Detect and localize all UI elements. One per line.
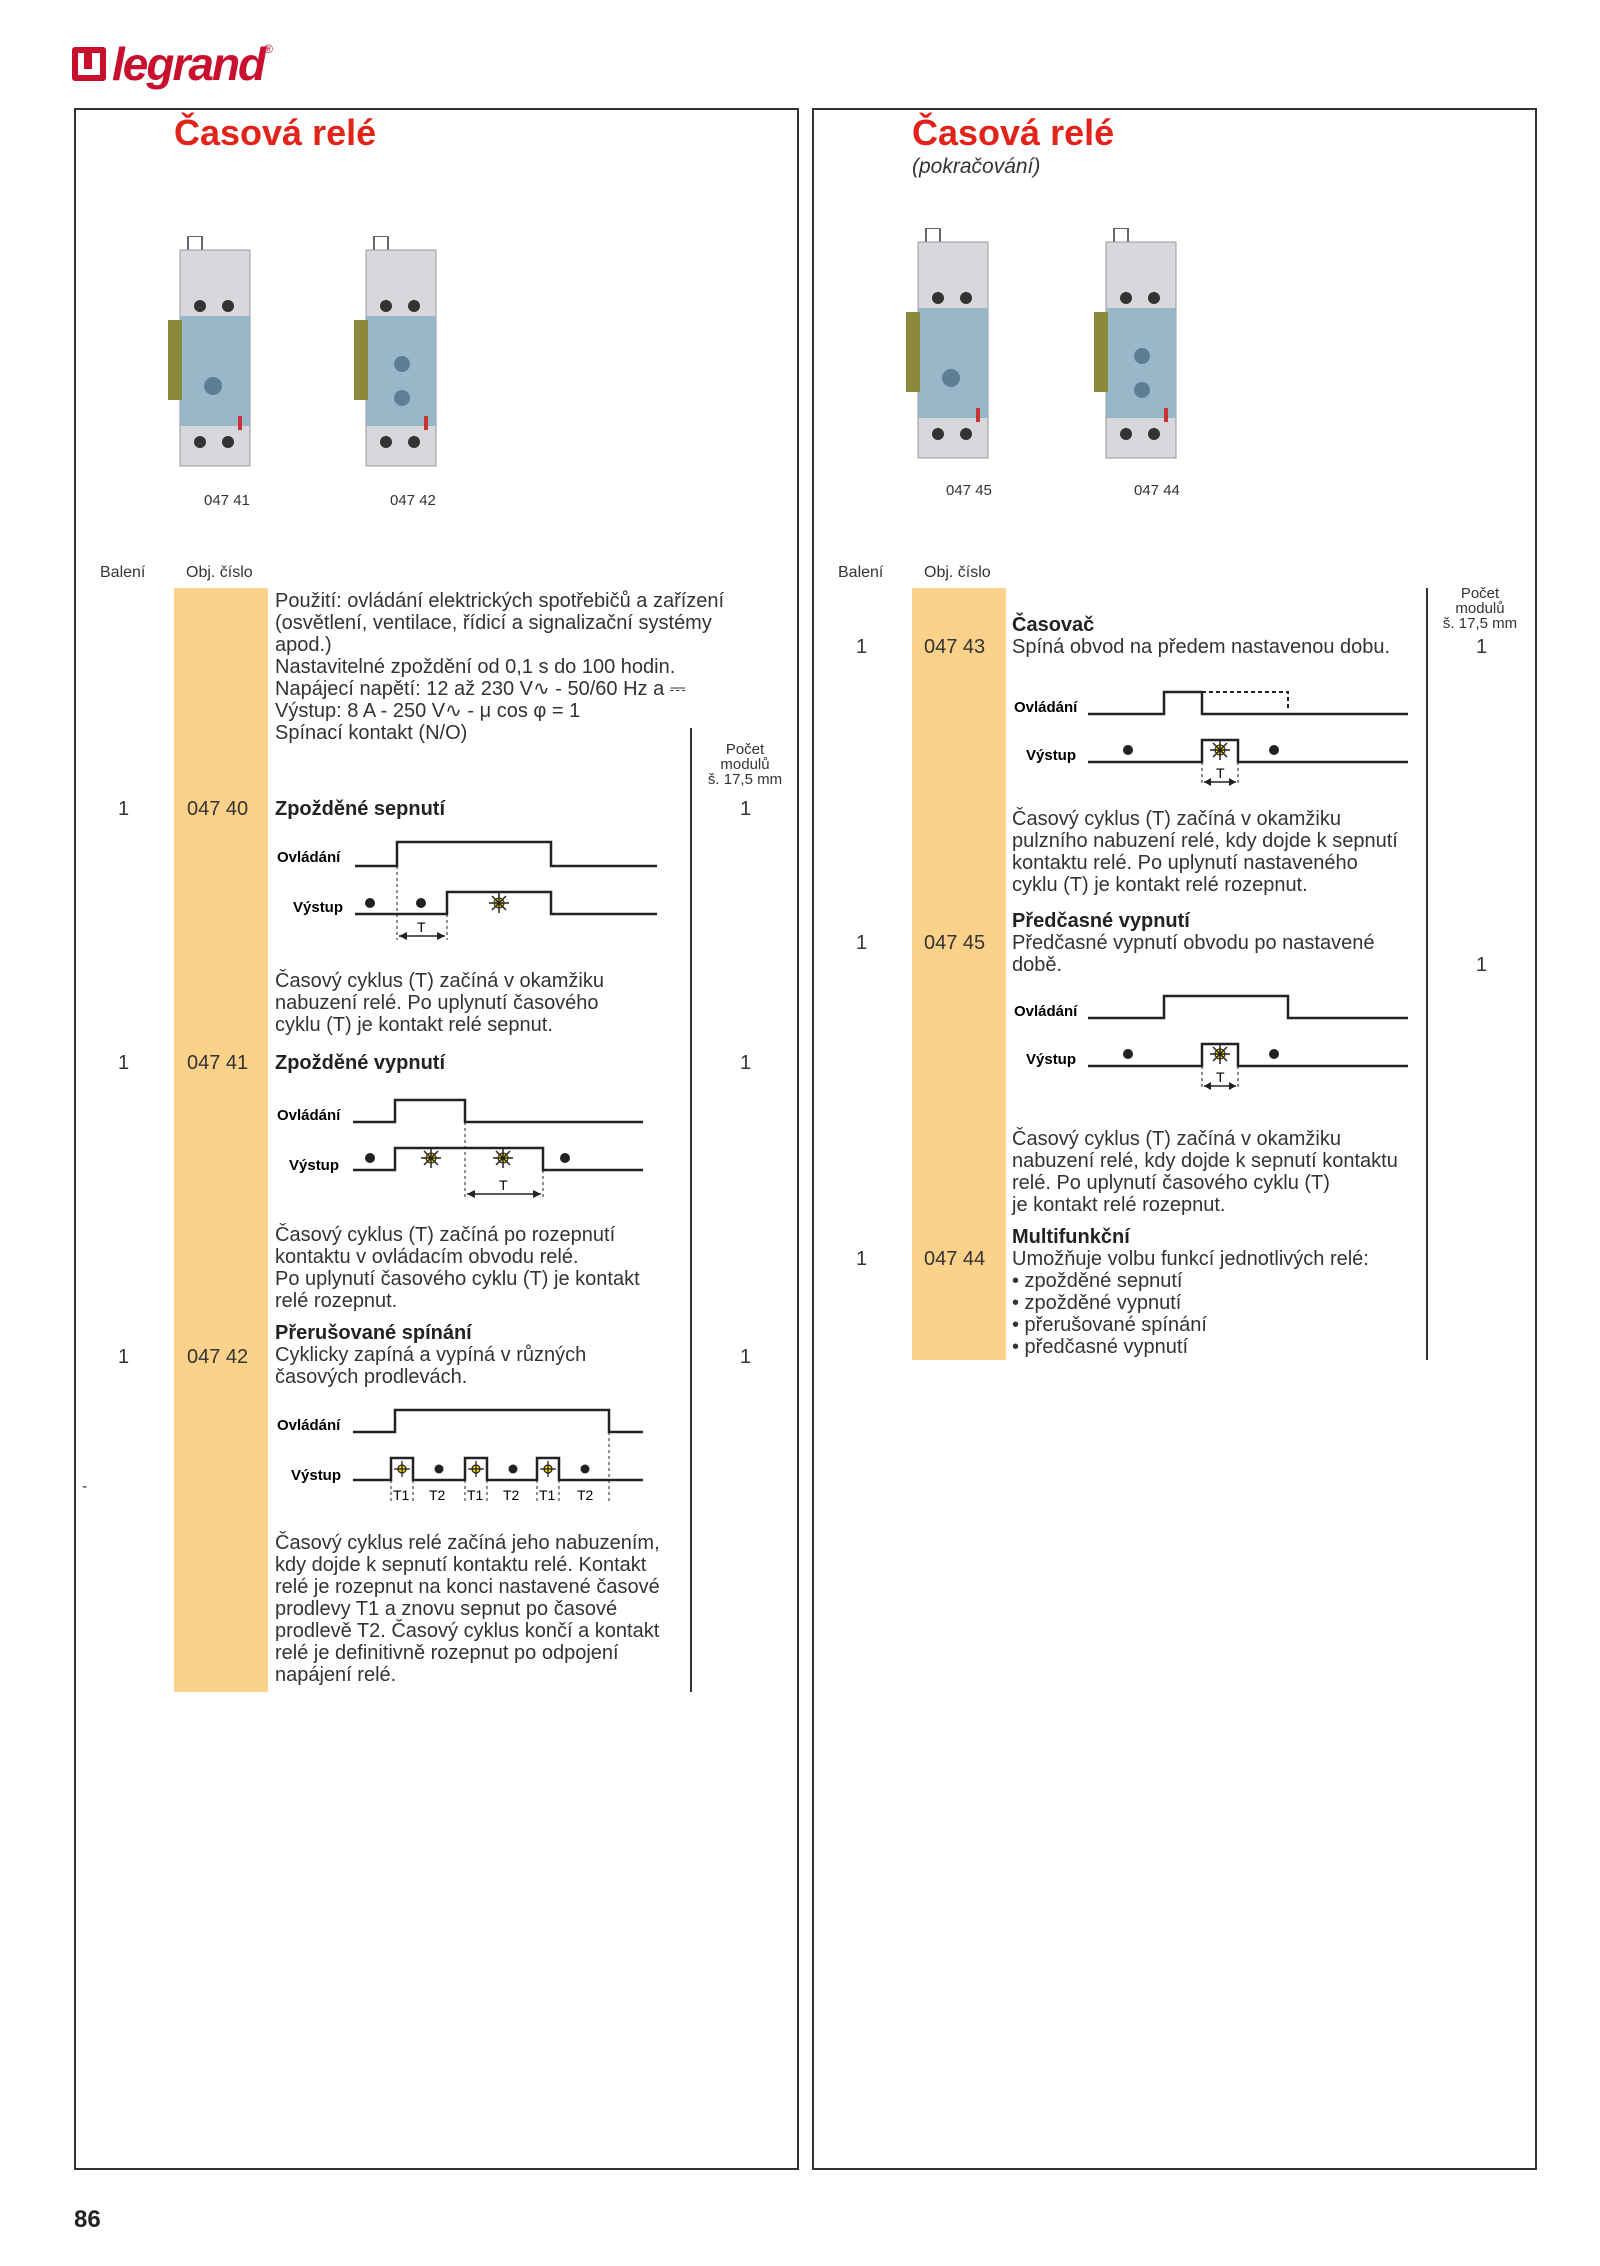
col-header-pocet: Počet modulů š. 17,5 mm [707,741,783,788]
image-caption: 047 45 [946,482,992,499]
product-pocet: 1 [740,798,752,820]
brand-name: legrand [112,38,265,90]
timing-diagram-04741 [275,1094,675,1212]
product-desc: Cyklicky zapíná a vypíná v různých časových prodlevách. [275,1344,587,1388]
product-baleni: 1 [118,798,130,820]
product-desc: Spíná obvod na předem nastavenou dobu. [1012,636,1391,658]
product-name: Časovač [1012,614,1095,636]
relay-image-04741 [168,236,260,476]
product-note: Časový cyklus (T) začíná po rozepnutí kontaktu v ovládacím obvodu relé. Po uplynutí časového cyklu (T) je kontakt relé rozepnut. [275,1224,640,1312]
diagram-label: T2 [503,1487,520,1503]
col-header-baleni: Balení [100,564,146,581]
diagram-label: Výstup [289,1157,340,1174]
product-baleni: 1 [856,636,868,658]
legrand-mark-icon [72,47,106,81]
product-baleni: 1 [856,932,868,954]
diagram-label: T [1216,765,1225,781]
pocet-divider [1426,588,1428,1360]
diagram-label: Ovládání [277,849,341,866]
diagram-label: T [1216,1069,1225,1085]
product-pocet: 1 [740,1346,752,1368]
product-obj: 047 45 [924,932,986,954]
product-desc: Předčasné vypnutí obvodu po nastavené době. [1012,932,1375,976]
relay-image-04745 [906,228,998,468]
product-baleni: 1 [118,1052,130,1074]
obj-column-band [174,588,268,1692]
product-obj: 047 44 [924,1248,986,1270]
product-obj: 047 43 [924,636,986,658]
col-header-obj: Obj. číslo [186,564,253,581]
product-note: Časový cyklus (T) začíná v okamžiku pulzního nabuzení relé, kdy dojde k sepnutí kontaktu relé. Po uplynutí nastaveného cyklu (T) je kontakt relé rozepnut. [1012,808,1398,896]
dash-mark: - [82,1478,88,1495]
product-name: Přerušované spínání [275,1322,472,1344]
right-title: Časová relé [912,112,1115,153]
diagram-label: Výstup [1026,747,1077,764]
timing-diagram-04745 [1012,988,1412,1100]
diagram-label: Ovládání [277,1107,341,1124]
product-name: Multifunkční [1012,1226,1130,1248]
diagram-label: Ovládání [277,1417,341,1434]
product-obj: 047 41 [187,1052,249,1074]
diagram-label: Výstup [291,1467,342,1484]
product-note: Časový cyklus relé začíná jeho nabuzením, kdy dojde k sepnutí kontaktu relé. Kontakt relé je rozepnut na konci nastavené časové prodlevy T1 a znovu sepnut po časové prodlevě T2. Časový cyklus končí a kontakt relé je definitivně rozepnut po odpojení napájení relé. [275,1532,660,1686]
col-header-obj: Obj. číslo [924,564,991,581]
brand-logo [72,38,273,90]
image-caption: 047 44 [1134,482,1180,499]
product-baleni: 1 [856,1248,868,1270]
diagram-label: Ovládání [1014,1003,1078,1020]
relay-image-04742 [354,236,446,476]
relay-image-04744 [1094,228,1186,468]
product-name: Předčasné vypnutí [1012,910,1190,932]
product-pocet: 1 [740,1052,752,1074]
image-caption: 047 41 [204,492,250,509]
diagram-label: T1 [393,1487,410,1503]
product-obj: 047 42 [187,1346,249,1368]
obj-column-band [912,588,1006,1360]
diagram-label: T1 [467,1487,484,1503]
col-header-baleni: Balení [838,564,884,581]
diagram-label: T [499,1177,508,1193]
diagram-label: Výstup [293,899,344,916]
diagram-label: T1 [539,1487,556,1503]
registered-mark: ® [264,42,273,56]
timing-diagram-04742 [275,1400,675,1512]
diagram-label: T2 [429,1487,446,1503]
page-number: 86 [74,2206,101,2233]
diagram-label: Výstup [1026,1051,1077,1068]
product-note: Časový cyklus (T) začíná v okamžiku nabuzení relé, kdy dojde k sepnutí kontaktu relé. Po uplynutí časového cyklu (T) je kontakt relé rozepnut. [1012,1128,1398,1216]
col-header-pocet: Počet modulů š. 17,5 mm [1442,585,1518,632]
product-baleni: 1 [118,1346,130,1368]
left-title: Časová relé [174,112,377,153]
product-obj: 047 40 [187,798,249,820]
diagram-label: T [417,919,426,935]
right-subtitle: (pokračování) [912,155,1041,178]
diagram-label: T2 [577,1487,594,1503]
intro-text: Použití: ovládání elektrických spotřebičů a zařízení (osvětlení, ventilace, řídicí a signalizační systémy apod.) Nastavitelné zpoždění od 0,1 s do 100 hodin. Napájecí napětí: 12 až 230 V∿ - 50/60 Hz a ⎓ Výstup: 8 A - 250 V∿ - μ cos φ = 1 Spínací kontakt (N/O) [275,590,725,744]
timing-diagram-04743 [1012,684,1412,796]
image-caption: 047 42 [390,492,436,509]
diagram-label: Ovládání [1014,699,1078,716]
product-desc: Umožňuje volbu funkcí jednotlivých relé: • zpožděné sepnutí • zpožděné vypnutí • přerušované spínání • předčasné vypnutí [1012,1248,1369,1358]
product-note: Časový cyklus (T) začíná v okamžiku nabuzení relé. Po uplynutí časového cyklu (T) je kontakt relé sepnut. [275,970,604,1036]
product-pocet: 1 [1476,636,1488,658]
product-name: Zpožděné sepnutí [275,798,445,820]
product-pocet: 1 [1476,954,1488,976]
product-name: Zpožděné vypnutí [275,1052,445,1074]
timing-diagram-04740 [275,836,675,954]
